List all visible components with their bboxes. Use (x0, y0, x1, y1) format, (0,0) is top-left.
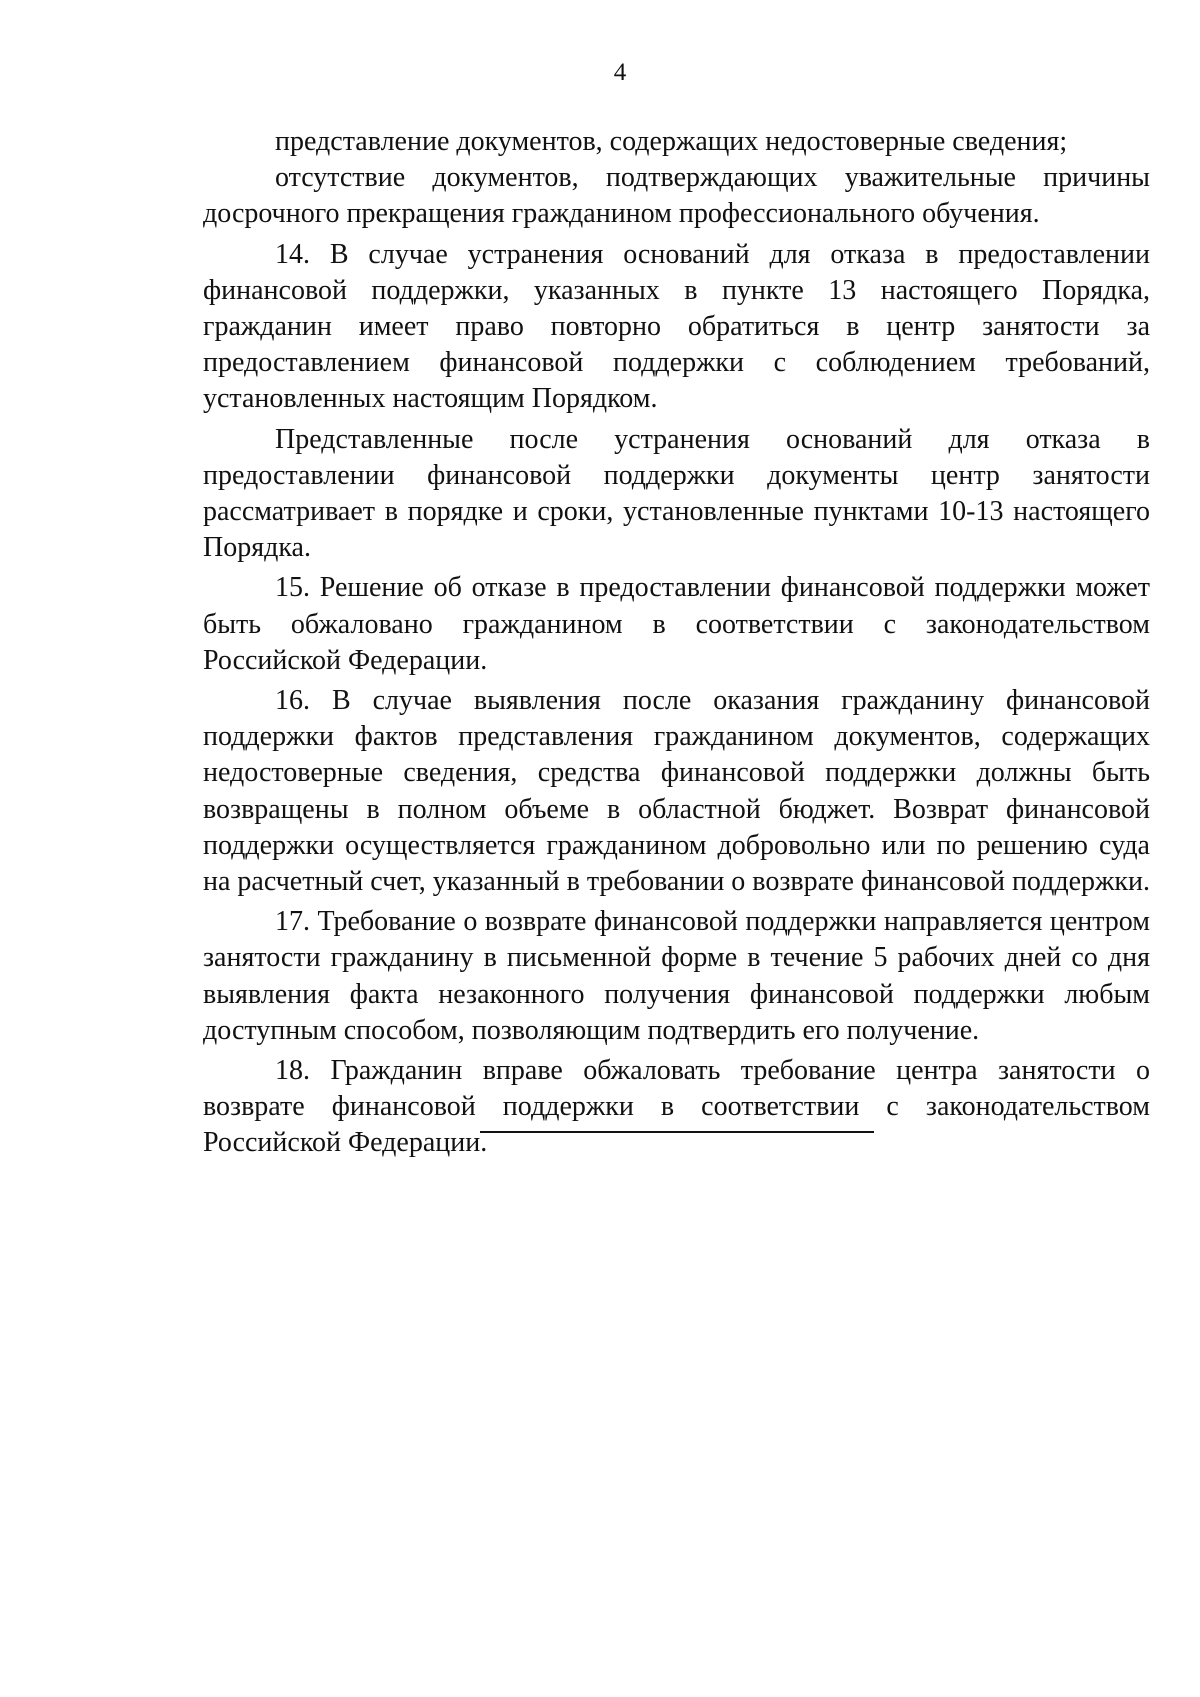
paragraph-17: 17. Требование о возврате финансовой поддержки направляется центром занятости гражданину в письменной форме в течение 5 рабочих дней со дня выявления факта незаконного получения финансовой поддержки любым доступным способом, позволяющим подтвердить его получение. (203, 906, 1150, 1046)
paragraph-item-missing-documents: отсутствие документов, подтверждающих уважительные причины досрочного прекращения гражданином профессионального обучения. (203, 162, 1150, 230)
paragraph-14: 14. В случае устранения оснований для отказа в предоставлении финансовой поддержки, указанных в пункте 13 настоящего Порядка, гражданин имеет право повторно обратиться в центр занятости за предоставлением финансовой поддержки с соблюдением требований, установленных настоящим Порядком. (203, 238, 1150, 415)
end-divider-line (480, 1131, 874, 1133)
paragraph-item-false-info: представление документов, содержащих недостоверные сведения; (275, 126, 1068, 157)
paragraph-15: 15. Решение об отказе в предоставлении финансовой поддержки может быть обжаловано гражданином в соответствии с законодательством Российской Федерации. (203, 572, 1150, 676)
paragraph-18: 18. Гражданин вправе обжаловать требование центра занятости о возврате финансовой поддержки в соответствии с законодательством Российской Федерации. (203, 1055, 1150, 1159)
paragraph-14-continued: Представленные после устранения оснований для отказа в предоставлении финансовой поддержки документы центр занятости рассматривает в порядке и сроки, установленные пунктами 10-13 настоящего Порядка. (203, 423, 1150, 564)
paragraph-16: 16. В случае выявления после оказания гражданину финансовой поддержки фактов представления гражданином документов, содержащих недостоверные сведения, средства финансовой поддержки должны быть возвращены в полном объеме в областной бюджет. Возврат финансовой поддержки осуществляется гражданином добровольно или по решению суда на расчетный счет, указанный в требовании о возврате финансовой поддержки. (203, 685, 1150, 898)
document-body (203, 124, 1150, 1162)
page-number: 4 (613, 59, 627, 86)
